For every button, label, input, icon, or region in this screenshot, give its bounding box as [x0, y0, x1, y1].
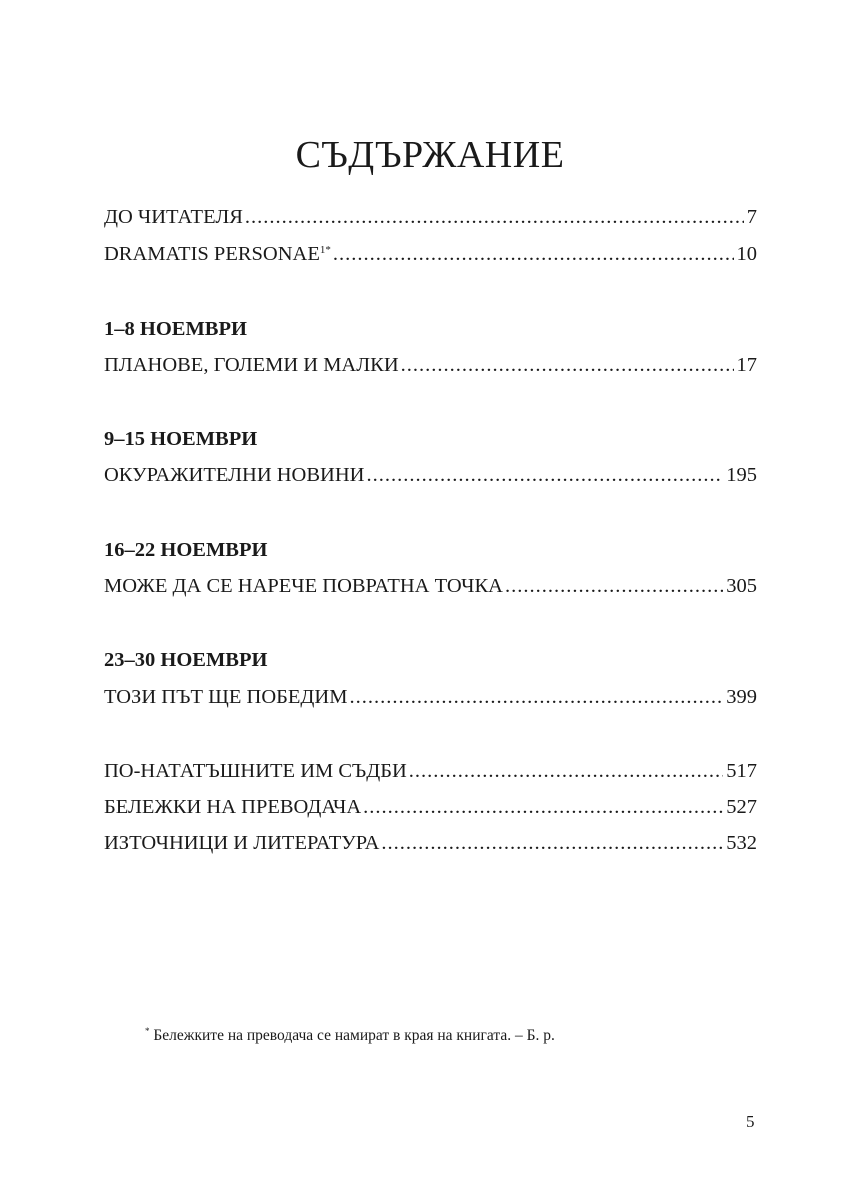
toc-entry-sources[interactable]: [104, 832, 757, 862]
dot-leader: [245, 206, 744, 229]
toc-entry-to-reader[interactable]: [104, 206, 757, 236]
toc-entry-page: 7: [746, 206, 757, 228]
toc-entry-dramatis-personae[interactable]: [104, 243, 757, 273]
dot-leader: [401, 354, 734, 377]
toc-entry-page: 10: [736, 243, 757, 265]
toc-entry-page: 527: [726, 796, 757, 818]
dot-leader: [366, 464, 723, 487]
toc-entry-page: 195: [726, 464, 757, 486]
toc-entry-section-2[interactable]: [104, 464, 757, 494]
dot-leader: [381, 832, 723, 855]
toc-entry-page: 305: [726, 575, 757, 597]
toc-entry-label: DRAMATIS $PERSONAE^{1*}$: [104, 243, 331, 265]
toc-entry-label: ИЗТОЧНИЦИ И ЛИТЕРАТУРА: [104, 832, 380, 854]
toc-entry-label: МОЖЕ ДА СЕ НАРЕЧЕ ПОВРАТНА ТОЧКА: [104, 575, 503, 597]
toc-entry-label: БЕЛЕЖКИ НА ПРЕВОДАЧА: [104, 796, 362, 818]
toc-entry-page: 399: [726, 686, 757, 708]
toc-entry-page: 517: [726, 760, 757, 782]
toc-entry-label: ДО ЧИТАТЕЛЯ: [104, 206, 243, 228]
dot-leader: [349, 686, 723, 709]
page-title: СЪДЪРЖАНИЕ: [295, 134, 565, 177]
footnote-reference: 1*: [319, 244, 331, 256]
toc-entry-label: ТОЗИ ПЪТ ЩЕ ПОБЕДИМ: [104, 686, 348, 708]
section-heading-4: 23–30 НОЕМВРИ: [104, 649, 268, 671]
dot-leader: [333, 243, 734, 266]
dot-leader: [363, 796, 723, 819]
section-heading-3: 16–22 НОЕМВРИ: [104, 539, 268, 561]
section-heading-1: 1–8 НОЕМВРИ: [104, 318, 247, 340]
page-number: 5: [746, 1112, 755, 1131]
footnote-marker: *: [145, 1026, 150, 1036]
toc-entry-section-3[interactable]: [104, 575, 757, 605]
toc-entry-label: ОКУРАЖИТЕЛНИ НОВИНИ: [104, 464, 365, 486]
dot-leader: [409, 760, 723, 783]
section-heading-2: 9–15 НОЕМВРИ: [104, 428, 258, 450]
dot-leader: [505, 575, 723, 598]
toc-entry-label: ПЛАНОВЕ, ГОЛЕМИ И МАЛКИ: [104, 354, 399, 376]
toc-entry-further-fates[interactable]: [104, 760, 757, 790]
footnote-text: Бележките на преводача се намират в края на книгата. – Б. р.: [153, 1027, 555, 1044]
toc-entry-section-4[interactable]: [104, 686, 757, 716]
toc-entry-label: ПО-НАТАТЪШНИТЕ ИМ СЪДБИ: [104, 760, 407, 782]
footnote: [145, 1027, 555, 1045]
toc-entry-section-1[interactable]: [104, 354, 757, 384]
toc-entry-page: 17: [736, 354, 757, 376]
toc-entry-translator-notes[interactable]: [104, 796, 757, 826]
toc-entry-page: 532: [726, 832, 757, 854]
